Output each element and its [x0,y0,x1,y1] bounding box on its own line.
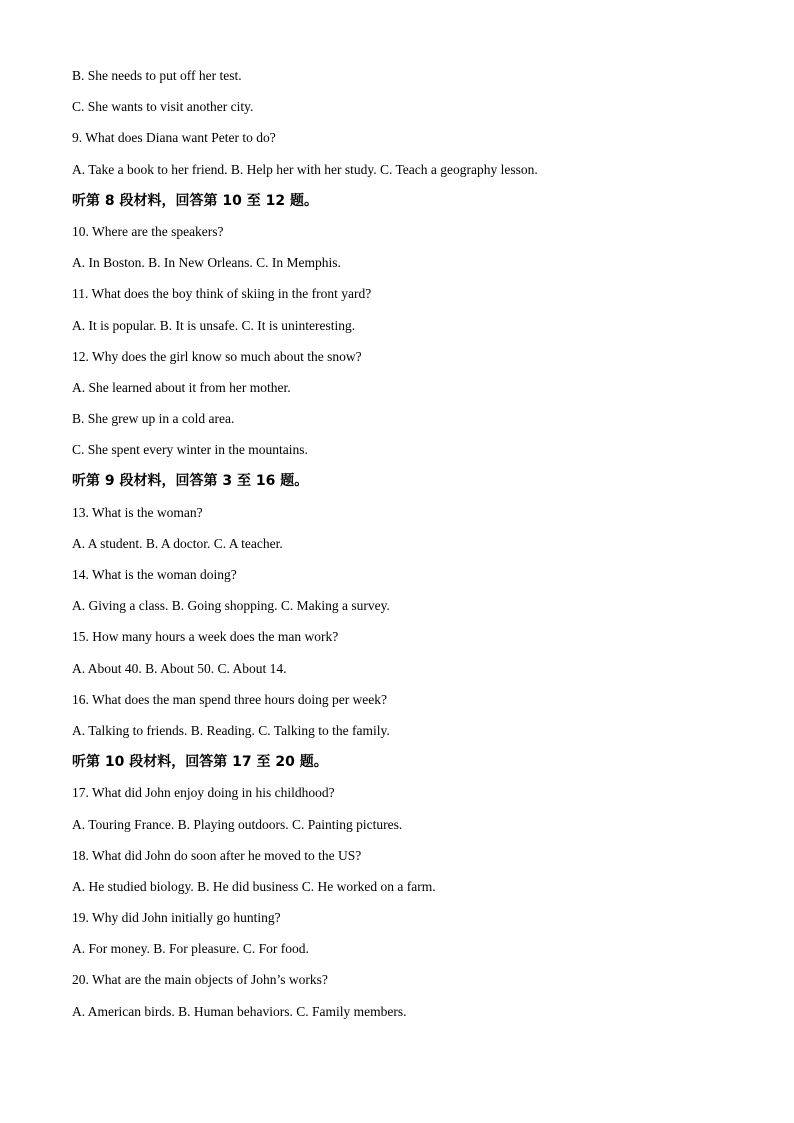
option-line: C. She spent every winter in the mountains. [72,442,308,458]
question-line: 17. What did John enjoy doing in his childhood? [72,785,335,801]
option-line: A. Touring France. B. Playing outdoors. C. Painting pictures. [72,816,403,832]
question-line: 11. What does the boy think of skiing in the front yard? [72,286,372,302]
question-line: 9. What does Diana want Peter to do? [72,130,276,146]
option-line: C. She wants to visit another city. [72,99,254,115]
option-line: A. She learned about it from her mother. [72,379,291,395]
option-line: A. A student. B. A doctor. C. A teacher. [72,535,283,551]
section-heading: 听第 10 段材料，回答第 17 至 20 题。 [72,754,328,771]
question-line: 13. What is the woman? [72,504,203,520]
option-line: A. In Boston. B. In New Orleans. C. In Memphis. [72,255,341,271]
option-line: A. Take a book to her friend. B. Help her with her study. C. Teach a geography lesson. [72,161,538,177]
option-line: A. It is popular. B. It is unsafe. C. It is uninteresting. [72,317,356,333]
option-line: A. He studied biology. B. He did business C. He worked on a farm. [72,878,436,894]
document-page [72,66,732,1033]
question-line: 20. What are the main objects of John’s works? [72,972,328,988]
option-line: A. About 40. B. About 50. C. About 14. [72,660,287,676]
question-line: 10. Where are the speakers? [72,223,224,239]
option-line: A. For money. B. For pleasure. C. For food. [72,941,309,957]
question-line: 18. What did John do soon after he moved to the US? [72,847,362,863]
question-line: 14. What is the woman doing? [72,567,237,582]
option-line: A. American birds. B. Human behaviors. C. Family members. [72,1003,407,1019]
section-heading: 听第 9 段材料，回答第 3 至 16 题。 [72,473,309,490]
question-line: 16. What does the man spend three hours doing per week? [72,691,388,707]
option-line: A. Giving a class. B. Going shopping. C. Making a survey. [72,598,390,614]
option-line: B. She grew up in a cold area. [72,411,235,427]
question-line: 12. Why does the girl know so much about the snow? [72,348,362,364]
option-line: A. Talking to friends. B. Reading. C. Talking to the family. [72,722,390,738]
question-line: 15. How many hours a week does the man work? [72,629,339,645]
question-line: 19. Why did John initially go hunting? [72,910,281,926]
option-line: B. She needs to put off her test. [72,68,242,83]
section-heading: 听第 8 段材料，回答第 10 至 12 题。 [72,192,318,209]
